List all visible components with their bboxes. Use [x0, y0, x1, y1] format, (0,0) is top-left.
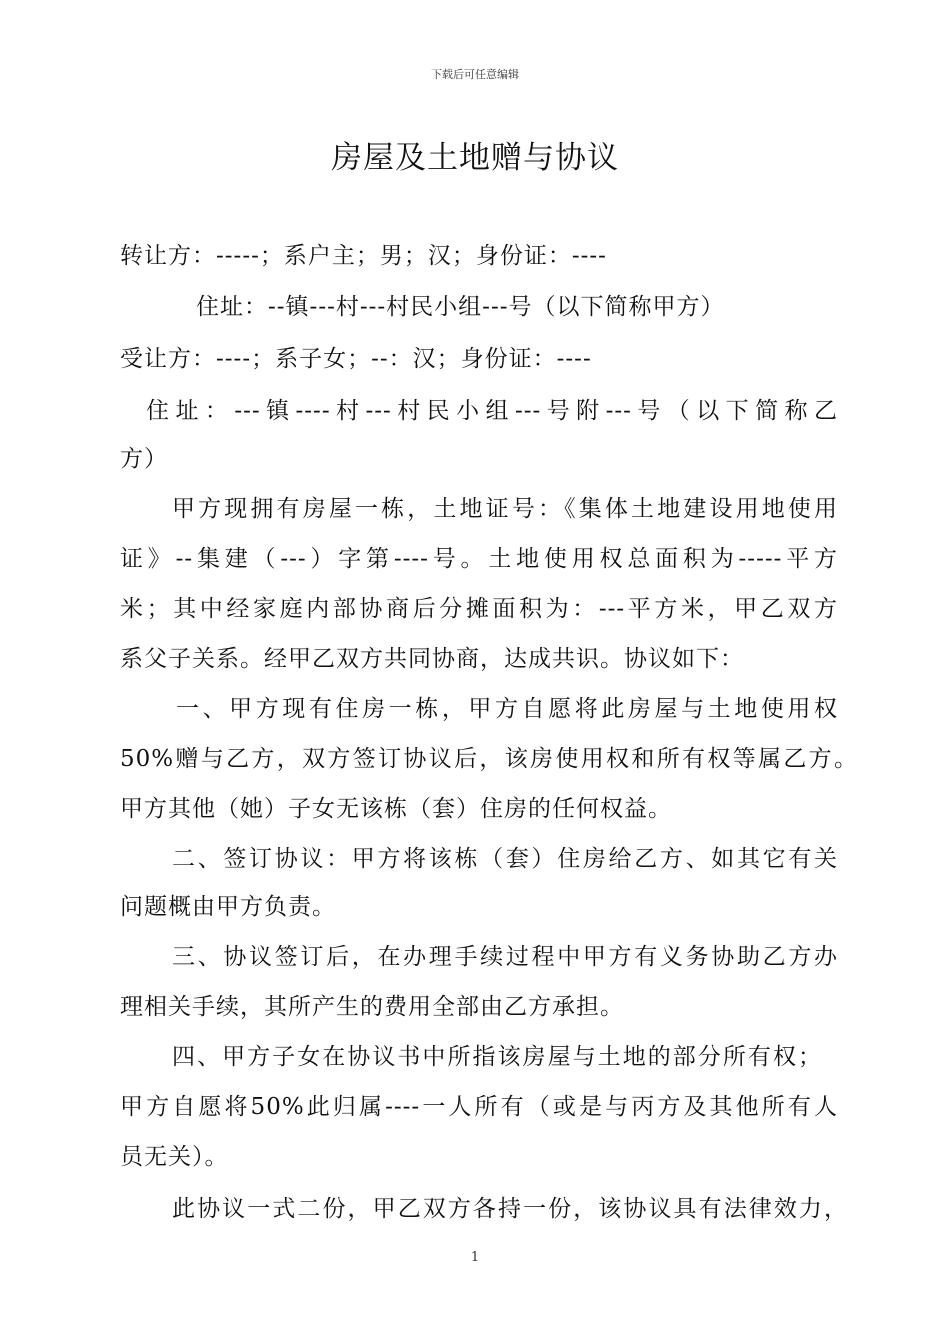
body-line: 系父子关系。经甲乙双方共同协商，达成共识。协议如下：	[120, 646, 744, 672]
page-number: 1	[470, 1250, 480, 1265]
body-line: 证》--集建（---）字第----号。土地使用权总面积为-----平方	[120, 546, 838, 572]
clause-1-line: 一、甲方现有住房一栋，甲方自愿将此房屋与土地使用权	[176, 696, 838, 722]
clause-4-line: 甲方自愿将50%此归属----一人所有（或是与丙方及其他所有人	[120, 1094, 838, 1120]
closing-line: 此协议一式二份，甲乙双方各持一份，该协议具有法律效力，	[172, 1196, 848, 1222]
header-note: 下载后可任意编辑	[431, 68, 519, 81]
body-line: 甲方现拥有房屋一栋，土地证号：《集体土地建设用地使用	[172, 496, 838, 522]
party-a-address-line: 住址：--镇---村---村民小组---号（以下简称甲方）	[196, 294, 725, 320]
clause-4-line: 员无关）。	[120, 1144, 229, 1170]
document-title: 房屋及土地赠与协议	[331, 140, 619, 176]
clause-4-line: 四、甲方子女在协议书中所指该房屋与土地的部分所有权；	[172, 1044, 822, 1070]
clause-3-line: 三、协议签订后，在办理手续过程中甲方有义务协助乙方办	[172, 944, 838, 970]
party-a-line: 转让方：-----；系户主；男；汉；身份证：----	[120, 243, 607, 269]
clause-2-line: 二、签订协议：甲方将该栋（套）住房给乙方、如其它有关	[172, 846, 838, 872]
body-line: 米；其中经家庭内部协商后分摊面积为：---平方米，甲乙双方	[120, 596, 838, 622]
party-b-address-cont-line: 方）	[120, 446, 168, 472]
party-b-line: 受让方：----；系子女；--：汉；身份证：----	[120, 346, 592, 372]
clause-2-line: 问题概由甲方负责。	[120, 894, 336, 920]
clause-1-line: 50%赠与乙方，双方签订协议后，该房使用权和所有权等属乙方。	[120, 746, 858, 772]
clause-3-line: 理相关手续，其所产生的费用全部由乙方承担。	[120, 994, 624, 1020]
party-b-address-line: 住址：---镇----村---村民小组---号附---号（以下简称乙	[146, 398, 838, 424]
clause-1-line: 甲方其他（她）子女无该栋（套）住房的任何权益。	[120, 796, 672, 822]
